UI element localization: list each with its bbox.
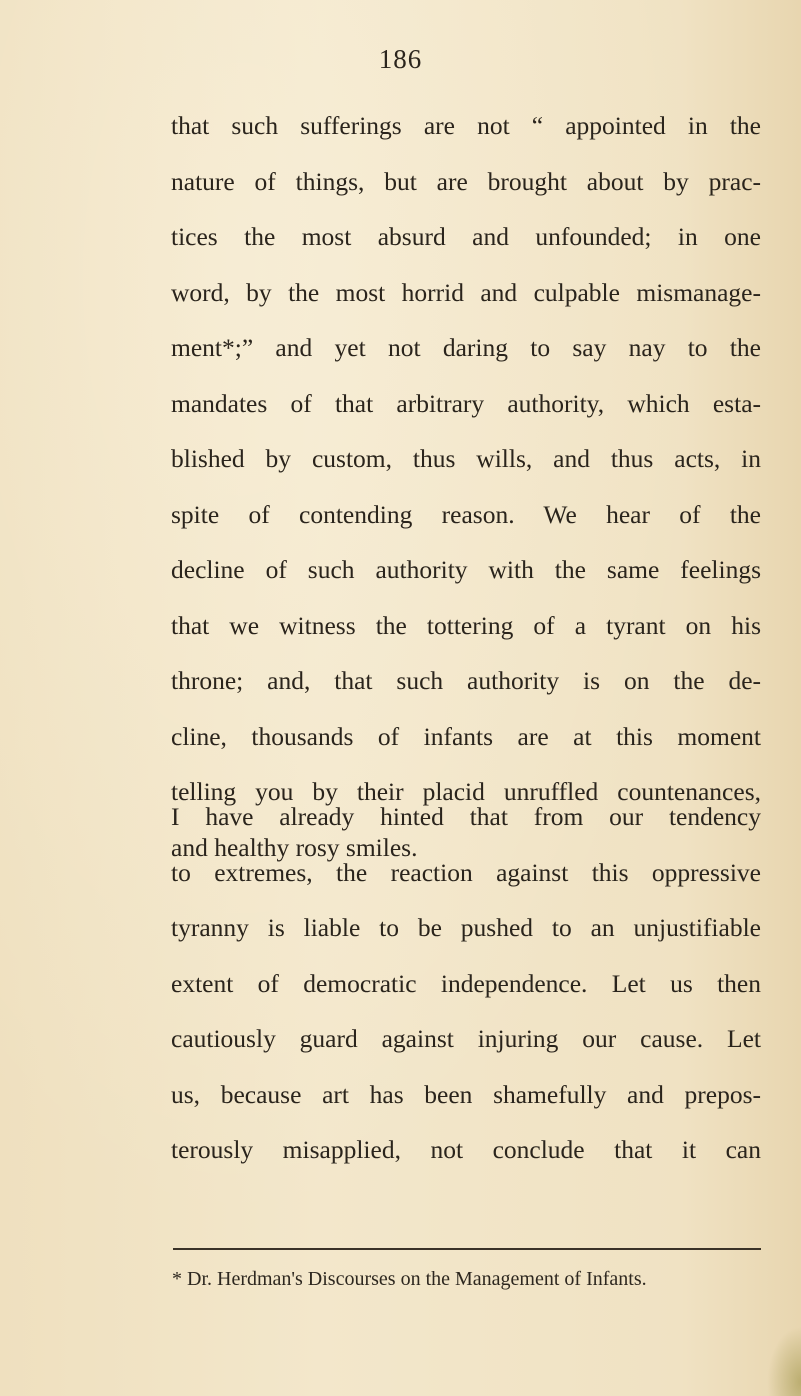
text-line: extent of democratic independence. Let us then xyxy=(171,968,761,998)
text-line: spite of contending reason. We hear of the xyxy=(171,499,761,529)
text-line: cautiously guard against injuring our cause. Let xyxy=(171,1024,761,1053)
paragraph-1 xyxy=(171,98,761,875)
text-line: cline, thousands of infants are at this moment xyxy=(171,721,761,751)
text-line: that such sufferings are not “ appointed in the xyxy=(171,111,761,140)
text-line: terously misapplied, not conclude that it can xyxy=(171,1135,761,1164)
text-line: tyranny is liable to be pushed to an unjustifiable xyxy=(171,913,761,942)
text-line: nature of things, but are brought about by prac- xyxy=(171,166,761,196)
page-number: 186 xyxy=(378,44,423,74)
text-line: ment*;” and yet not daring to say nay to the xyxy=(171,333,761,362)
text-line: word, by the most horrid and culpable mismanage- xyxy=(171,277,761,307)
text-line: and healthy rosy smiles. xyxy=(171,832,418,862)
text-line: decline of such authority with the same feelings xyxy=(171,555,761,584)
text-line: I have already hinted that from our tendency xyxy=(171,802,761,831)
text-line: throne; and, that such authority is on the de- xyxy=(171,666,761,695)
text-line: tices the most absurd and unfounded; in one xyxy=(171,222,761,251)
paragraph-2 xyxy=(171,789,761,1178)
text-line: blished by custom, thus wills, and thus acts, in xyxy=(171,444,761,473)
text-line: us, because art has been shamefully and prepos- xyxy=(171,1079,761,1109)
paper-stain xyxy=(767,1326,801,1396)
text-line: that we witness the tottering of a tyrant on his xyxy=(171,610,761,640)
footnote: * Dr. Herdman's Discourses on the Management of Infants. xyxy=(172,1268,647,1290)
footnote-rule xyxy=(173,1248,761,1250)
text-line: to extremes, the reaction against this oppressive xyxy=(171,857,761,887)
text-line: telling you by their placid unruffled countenances, xyxy=(171,777,761,806)
text-line: mandates of that arbitrary authority, which esta- xyxy=(171,388,761,418)
